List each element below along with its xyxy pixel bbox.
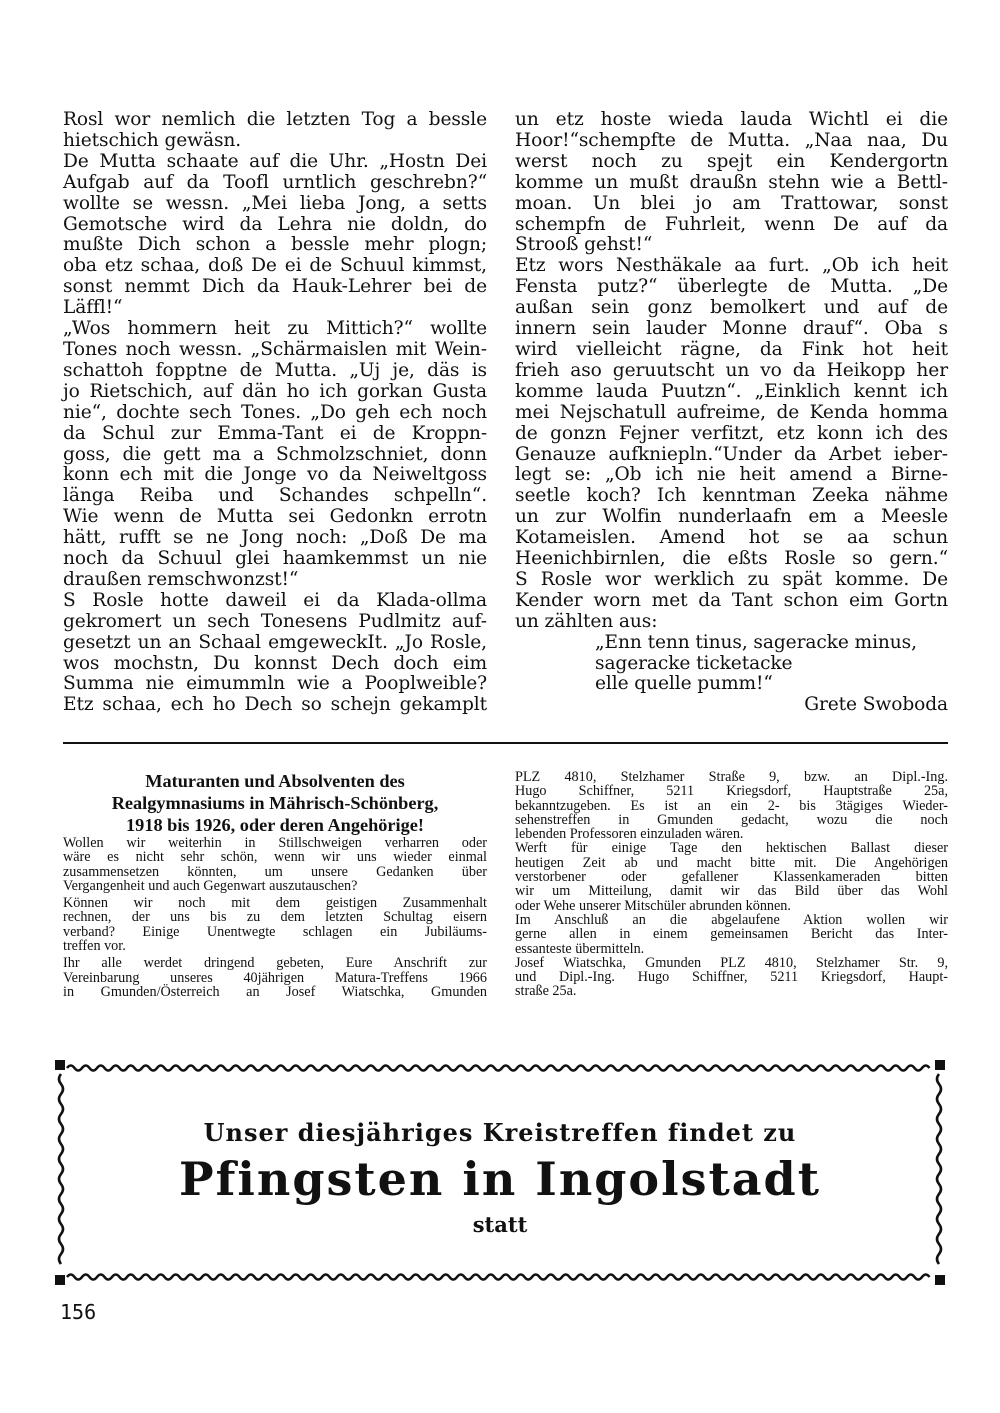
story-line: draußen remschwonzst!“ bbox=[63, 568, 299, 590]
notice-line: Ihr alle werdet dringend gebeten, Eure Anschrift zur bbox=[63, 955, 487, 972]
notice-line: lebenden Professoren einzuladen wären. bbox=[515, 826, 744, 843]
notice-line: wäre es nicht sehr schön, wenn wir uns wieder einmal bbox=[63, 849, 487, 866]
poem-line: „Enn tenn tinus, sageracke minus, bbox=[595, 631, 917, 653]
story-line: „Wos hommern heit zu Mittich?“ wollte bbox=[63, 318, 487, 340]
story-line: Summa nie eimummln wie a Pooplweible? bbox=[63, 673, 487, 695]
story-line: S Rosle wor werklich zu spät komme. De bbox=[515, 568, 948, 590]
story-line: un zur Wolfin nunderlaafn em a Meesle bbox=[515, 506, 948, 528]
story-line: außan sein gonz bemolkert und auf de bbox=[515, 297, 948, 319]
story-line: legt se: „Ob ich nie heit amend a Birne- bbox=[515, 464, 948, 486]
story-line: Tones noch wessn. „Schärmaislen mit Wein- bbox=[63, 338, 487, 360]
story-line: S Rosle hotte daweil ei da Klada-ollma bbox=[63, 589, 487, 611]
notice-line: und Dipl.-Ing. Hugo Schiffner, 5211 Kriegsdorf, Haupt- bbox=[515, 969, 948, 986]
story-line: hätt, rufft se ne Jong noch: „Doß De ma bbox=[63, 527, 487, 549]
notice-line: Vereinbarung unseres 40jährigen Matura-Treffens 1966 bbox=[63, 969, 487, 986]
story-line: schempfn de Fuhrleit, wenn De auf da bbox=[515, 213, 948, 235]
story-line: jo Rietschich, auf dän ho ich gorkan Gusta bbox=[63, 380, 487, 402]
notice-line: zusammensetzen könnten, um unsere Gedanken über bbox=[63, 863, 487, 880]
story-line: moan. Un blei jo am Trattowar, sonst bbox=[515, 192, 948, 214]
border-corner bbox=[55, 1060, 65, 1070]
story-line: Läffl!“ bbox=[63, 297, 123, 319]
notice-line: heutigen Zeit ab und macht bitte mit. Die Angehörigen bbox=[515, 854, 948, 871]
story-line: Etz schaa, ech ho Dech so schejn gekamplt bbox=[63, 694, 487, 716]
notice-line: Josef Wiatschka, Gmunden PLZ 4810, Stelzhamer Str. 9, bbox=[515, 954, 948, 971]
story-line: schattoh fopptne de Mutta. „Uj je, däs is bbox=[63, 359, 487, 381]
story-line: konn ech mit die Jonge vo da Neiweltgoss bbox=[63, 464, 487, 486]
notice-paragraph bbox=[63, 836, 487, 893]
notice-line: rechnen, der uns bis zu dem letzten Schultag eisern bbox=[63, 909, 487, 926]
notice-column-left bbox=[63, 770, 487, 999]
notice-line: in Gmunden/Österreich an Josef Wiatschka, Gmunden bbox=[63, 983, 487, 1000]
notice-line: oder Wehe unserer Mitschüler abrunden können. bbox=[515, 897, 791, 914]
story-line: seetle koch? Ich kenntman Zeeka nähme bbox=[515, 485, 948, 507]
notice-line: straße 25a. bbox=[515, 983, 577, 1000]
story-line: wollte se wessn. „Mei lieba Jong, a setts bbox=[63, 192, 487, 214]
story-line: komme lauda Puutzn“. „Einklich kennt ich bbox=[515, 380, 948, 402]
poem-line: sageracke ticketacke bbox=[595, 652, 793, 674]
story-line: mei Nejschatull aufreime, de Kenda homma bbox=[515, 401, 948, 423]
notice-paragraph bbox=[63, 956, 487, 999]
story-column-left bbox=[63, 110, 487, 716]
story-line: Wie wenn de Mutta sei Gedonkn errotn bbox=[63, 506, 487, 528]
section-divider bbox=[63, 742, 948, 744]
story-line: goss, die gett ma a Schmolzschniet, donn bbox=[63, 443, 487, 465]
notice-line: Hugo Schiffner, 5211 Kriegsdorf, Hauptstraße 25a, bbox=[515, 783, 948, 800]
notice-line: Wollen wir weiterhin in Stillschweigen verharren oder bbox=[63, 835, 487, 851]
story-line: Etz wors Nesthäkale aa furt. „Ob ich heit bbox=[515, 255, 948, 277]
notice-line: PLZ 4810, Stelzhamer Straße 9, bzw. an Dipl.-Ing. bbox=[515, 769, 948, 785]
story-line: da Schul zur Emma-Tant ei de Kroppn- bbox=[63, 422, 487, 444]
story-line: mußte Dich schon a bessle mehr plogn; bbox=[63, 234, 487, 256]
notice-line: Können wir noch mit dem geistigen Zusammenhalt bbox=[63, 895, 487, 912]
notice-column-right bbox=[515, 770, 948, 999]
story-line: frieh aso geruutscht un vo da Heikopp her bbox=[515, 359, 948, 381]
announcement-intro: Unser diesjähriges Kreistreffen findet zu bbox=[203, 1118, 797, 1147]
story-line: Kender worn met da Tant schon eim Gortn bbox=[515, 589, 948, 611]
story-line: sonst nemmt Dich da Hauk-Lehrer bei de bbox=[63, 276, 487, 298]
counting-rhyme bbox=[515, 633, 948, 696]
story-line: Fensta putz?“ überlegte de Mutta. „De bbox=[515, 276, 948, 298]
author-name: Grete Swoboda bbox=[804, 694, 948, 716]
border-corner bbox=[55, 1275, 65, 1285]
story-line: innern sein lauder Monne drauf“. Oba s bbox=[515, 318, 948, 340]
notice-line: Werft für einige Tage den hektischen Ballast dieser bbox=[515, 840, 948, 857]
story-line: Hoor!“schempfte de Mutta. „Naa naa, Du bbox=[515, 129, 948, 151]
story-line: Rosl wor nemlich die letzten Tog a bessle bbox=[63, 109, 487, 130]
story-line: oba etz schaa, doß De ei de Schuul kimmst, bbox=[63, 255, 487, 277]
notice-line: Im Anschluß an die abgelaufene Aktion wollen wir bbox=[515, 911, 948, 928]
notice-heading-line: 1918 bis 1926, oder deren Angehörige! bbox=[126, 815, 424, 835]
notice-line: wir um Mitteilung, damit wir das Bild über das Wohl bbox=[515, 883, 948, 900]
story-line: wird vielleicht rägne, da Fink hot heit bbox=[515, 338, 948, 360]
story-line: wos mochstn, Du konnst Dech doch eim bbox=[63, 652, 487, 674]
story-line: nie“, dochte sech Tones. „Do geh ech noch bbox=[63, 401, 487, 423]
story-line: un etz hoste wieda lauda Wichtl ei die bbox=[515, 109, 948, 130]
poem-line: elle quelle pumm!“ bbox=[595, 673, 773, 695]
announcement-headline: Pfingsten in Ingolstadt bbox=[179, 1152, 821, 1206]
story-line: Heenichbirnlen, die eßts Rosle so gern.“ bbox=[515, 548, 948, 570]
story-line: Genauze aufkniepln.“Under da Arbet ieber- bbox=[515, 443, 948, 465]
announcement-box bbox=[55, 1060, 945, 1285]
story-line: komme un mußt draußn stehn wie a Bettl- bbox=[515, 171, 948, 193]
announcement-statt: statt bbox=[472, 1212, 528, 1237]
story-line: un zählten aus: bbox=[515, 610, 658, 632]
notice-heading-line: Maturanten und Absolventen des bbox=[145, 771, 405, 791]
notice-line: verstorbener oder gefallener Klassenkameraden bitten bbox=[515, 869, 948, 886]
notice-line: verband? Einige Unentwegte schlagen ein Jubiläums- bbox=[63, 923, 487, 940]
story-line: gesetzt un an Schaal emgeweckIt. „Jo Rosle, bbox=[63, 631, 487, 653]
story-column-right bbox=[515, 110, 948, 716]
notice-paragraph bbox=[63, 896, 487, 953]
border-corner bbox=[935, 1060, 945, 1070]
story-line: Gemotsche wird da Lehra nie doldn, do bbox=[63, 213, 487, 235]
notice-line: gerne allen in einem gemeinsamen Bericht das Inter- bbox=[515, 926, 948, 943]
page-number: 156 bbox=[60, 1300, 97, 1324]
notice-body-left bbox=[63, 836, 487, 999]
notice-heading bbox=[63, 770, 487, 836]
story-line: werst noch zu spejt ein Kendergortn bbox=[515, 150, 948, 172]
story-line: de gonzn Fejner verfitzt, etz konn ich des bbox=[515, 422, 948, 444]
story-line: De Mutta schaate auf die Uhr. „Hostn Dei bbox=[63, 150, 487, 172]
notice-line: sehenstreffen in Gmunden gedacht, wozu die noch bbox=[515, 811, 948, 828]
story-line: noch da Schuul glei haamkemmst un nie bbox=[63, 548, 487, 570]
notice-line: bekanntzugeben. Es ist an ein 2- bis 3tägiges Wieder- bbox=[515, 797, 948, 814]
story-line: länga Reiba und Schandes schpelln“. bbox=[63, 485, 487, 507]
story-line: hietschich gewäsn. bbox=[63, 129, 242, 151]
story-line: Aufgab auf da Toofl urntlich geschrebn?“ bbox=[63, 171, 487, 193]
story-line: Kotameislen. Amend hot se aa schun bbox=[515, 527, 948, 549]
story-line: Strooß gehst!“ bbox=[515, 234, 653, 256]
border-corner bbox=[935, 1275, 945, 1285]
notice-line: treffen vor. bbox=[63, 938, 126, 955]
notice-heading-line: Realgymnasiums in Mährisch-Schönberg, bbox=[111, 793, 439, 813]
notice-line: essanteste übermitteln. bbox=[515, 940, 645, 957]
story-line: gekromert un sech Tonesens Pudlmitz auf- bbox=[63, 610, 487, 632]
notice-line: Vergangenheit und auch Gegenwart auszutauschen? bbox=[63, 877, 358, 894]
